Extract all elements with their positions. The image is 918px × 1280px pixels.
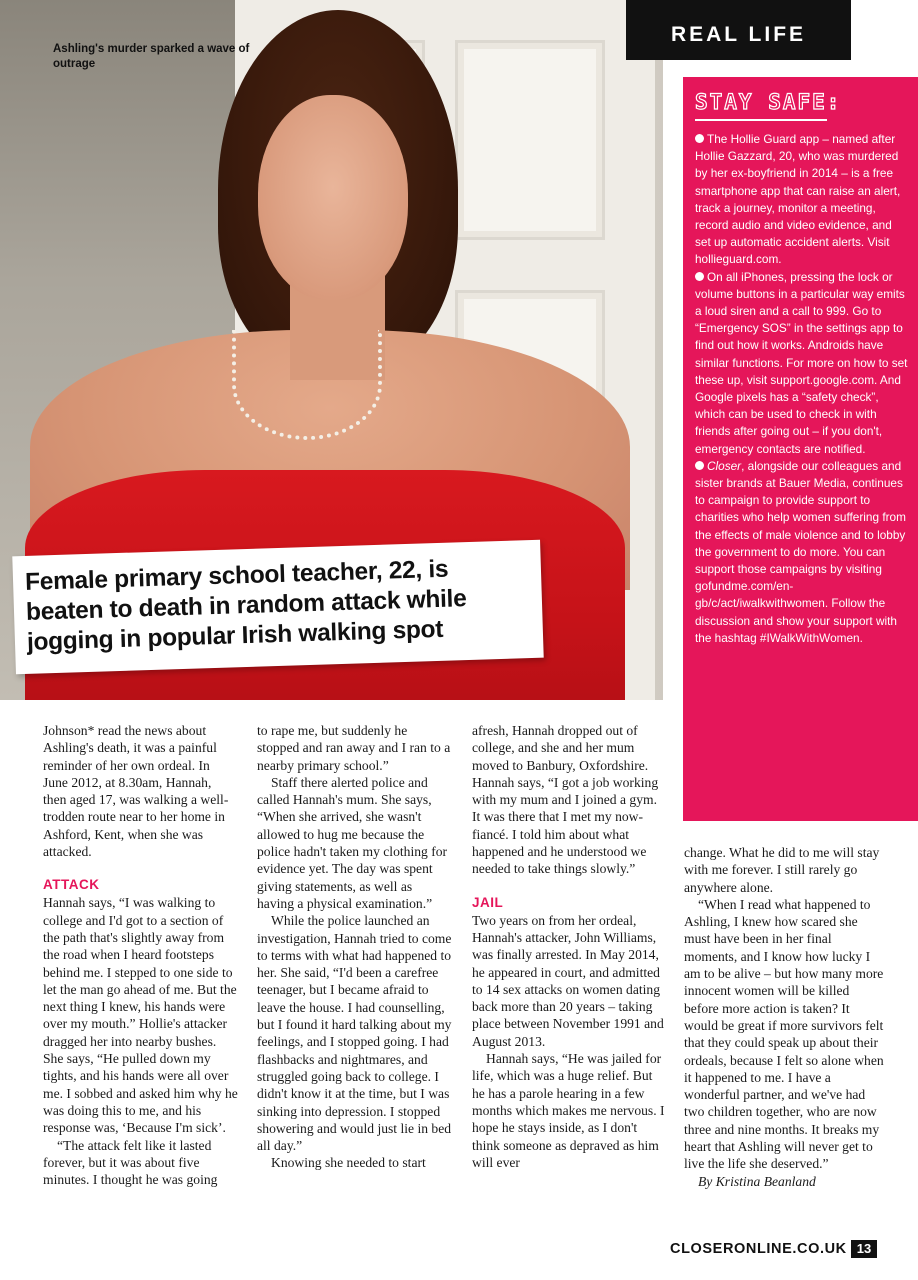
sidebar-item: Closer, alongside our colleagues and sister brands at Bauer Media, continues to campaign to provide support to charities who help women suffering from the effects of male violence and to lobby the government to do more. You can support those campaigns by visiting gofundme.com/en-gb/c/act/iwalkwithwomen. Follow the discussion and show your support with the hashtag #IWalkWithWomen. bbox=[695, 458, 906, 645]
subheading-attack: ATTACK bbox=[43, 877, 100, 893]
photo-subject-face bbox=[258, 95, 408, 300]
subheading-jail: JAIL bbox=[472, 894, 504, 910]
article-paragraph: Knowing she needed to start bbox=[271, 1155, 426, 1171]
bullet-icon bbox=[695, 272, 704, 281]
page-number: 13 bbox=[851, 1240, 877, 1258]
article-paragraph: afresh, Hannah dropped out of college, and she and her mum moved to Banbury, Oxfordshire. Hannah says, “I got a job working with my mum and I joined a gym. It was there that I met my now-fiancé. I told him about what happened and he understood we needed to take things slowly.” bbox=[472, 723, 659, 877]
article-paragraph: “The attack felt like it lasted forever, but it was about five minutes. I thought he was going bbox=[43, 1137, 218, 1188]
newspaper-headline-clipping bbox=[12, 540, 543, 675]
article-paragraph: Hannah says, “I was walking to college and I'd got to a section of the path that's slightly away from the road when I heard footsteps behind me. I stepped to one side to let the man go ahead of me. But the next thing I knew, his hands were over my mouth.” Hollie's attacker dragged her into nearby bushes. She says, “He pulled down my tights, and his hands were all over me. I sobbed and asked him why he was doing this to me, and his response was, ‘Because I'm sick’. bbox=[43, 895, 238, 1136]
article-paragraph: Hannah says, “He was jailed for life, which was a huge relief. But he has a parole hearing in a few months which makes me nervous. I hope he stays inside, as I don't think someone as depraved as him will ever bbox=[472, 1051, 665, 1170]
photo-subject-necklace bbox=[232, 330, 382, 440]
article-paragraph: change. What he did to me will stay with me forever. I still rarely go anywhere alone. bbox=[684, 845, 880, 895]
section-tag bbox=[626, 0, 851, 60]
sidebar-brand-name: Closer bbox=[707, 458, 742, 473]
article-paragraph: Staff there alerted police and called Hannah's mum. She says, “When she arrived, she wasn't allowed to hug me because the police hadn't taken my clothing for evidence yet. The day was spent giving statements, as well as having a physical examination.” bbox=[257, 774, 448, 911]
article-paragraph: While the police launched an investigation, Hannah tried to come to terms with what had happened to her. She said, “I'd been a carefree teenager, but I became afraid to leave the house. I had counselling, but I found it hard talking about my feelings, and I stopped going. I had flashbacks and nightmares, and struggled going back to college. I didn't know it at the time, but I was sinking into depression. I stopped showering and would just lie in bed all day.” bbox=[257, 913, 452, 1154]
footer-website: CLOSERONLINE.CO.UK bbox=[670, 1241, 847, 1257]
sidebar-item: On all iPhones, pressing the lock or volume buttons in a particular way emits a loud siren and a call to 999. Go to “Emergency SOS” in the settings app to find out how it works. Androids have similar functions. For more on how to set these up, visit support.google.com. And Google pixels has a “safety check”, which can be used to check in with friends after going out – if you don't, emergency contacts are notified. bbox=[695, 269, 908, 456]
sidebar-title: STAY SAFE: bbox=[695, 90, 842, 114]
newspaper-headline-text: Female primary school teacher, 22, is beaten to death in random attack while jogging in popular Irish walking spot bbox=[24, 555, 467, 656]
article-paragraph: Johnson* read the news about Ashling's death, it was a painful reminder of her own ordeal. In June 2012, at 8.30am, Hannah, then aged 17, was walking a well-trodden route near to her home in Ashford, Kent, when she was attacked. bbox=[43, 723, 229, 860]
bullet-icon bbox=[695, 134, 704, 143]
article-column-3 bbox=[472, 722, 667, 1171]
article-byline: By Kristina Beanland bbox=[698, 1173, 816, 1189]
article-paragraph: Two years on from her ordeal, Hannah's attacker, John Williams, was finally arrested. In May 2014, he appeared in court, and admitted to 14 sex attacks on women dating back more than 20 years – taking place between November 1991 and August 2013. bbox=[472, 912, 664, 1049]
article-column-1 bbox=[43, 722, 238, 1188]
stay-safe-sidebar bbox=[683, 77, 918, 821]
article-paragraph: “When I read what happened to Ashling, I knew how scared she must have been in her final moments, and I know how lucky I am to be alive – but how many more innocent women will be killed before more action is taken? It would be great if more survivors felt that they could speak up about their ordeals, because I felt so alone when it happened to me. I have a wonderful partner, and we've had two children together, who are now three and nine months. It breaks my heart that Ashling will never get to live the life she deserved.” bbox=[684, 896, 884, 1172]
article-paragraph: to rape me, but suddenly he stopped and ran away and I ran to a nearby primary school.” bbox=[257, 723, 451, 773]
hero-photo bbox=[0, 0, 663, 700]
article-column-2 bbox=[257, 722, 452, 1172]
sidebar-title-underline bbox=[695, 119, 827, 121]
bullet-icon bbox=[695, 461, 704, 470]
photo-caption: Ashling's murder sparked a wave of outrage bbox=[53, 43, 250, 70]
sidebar-item: The Hollie Guard app – named after Hollie Gazzard, 20, who was murdered by her ex-boyfriend in 2014 – is a free smartphone app that can raise an alert, track a journey, monitor a meeting, record audio and video evidence, and set up automatic accident alerts. Visit hollieguard.com. bbox=[695, 132, 901, 267]
section-tag-label: REAL LIFE bbox=[670, 23, 807, 46]
article-column-4 bbox=[684, 844, 884, 1190]
